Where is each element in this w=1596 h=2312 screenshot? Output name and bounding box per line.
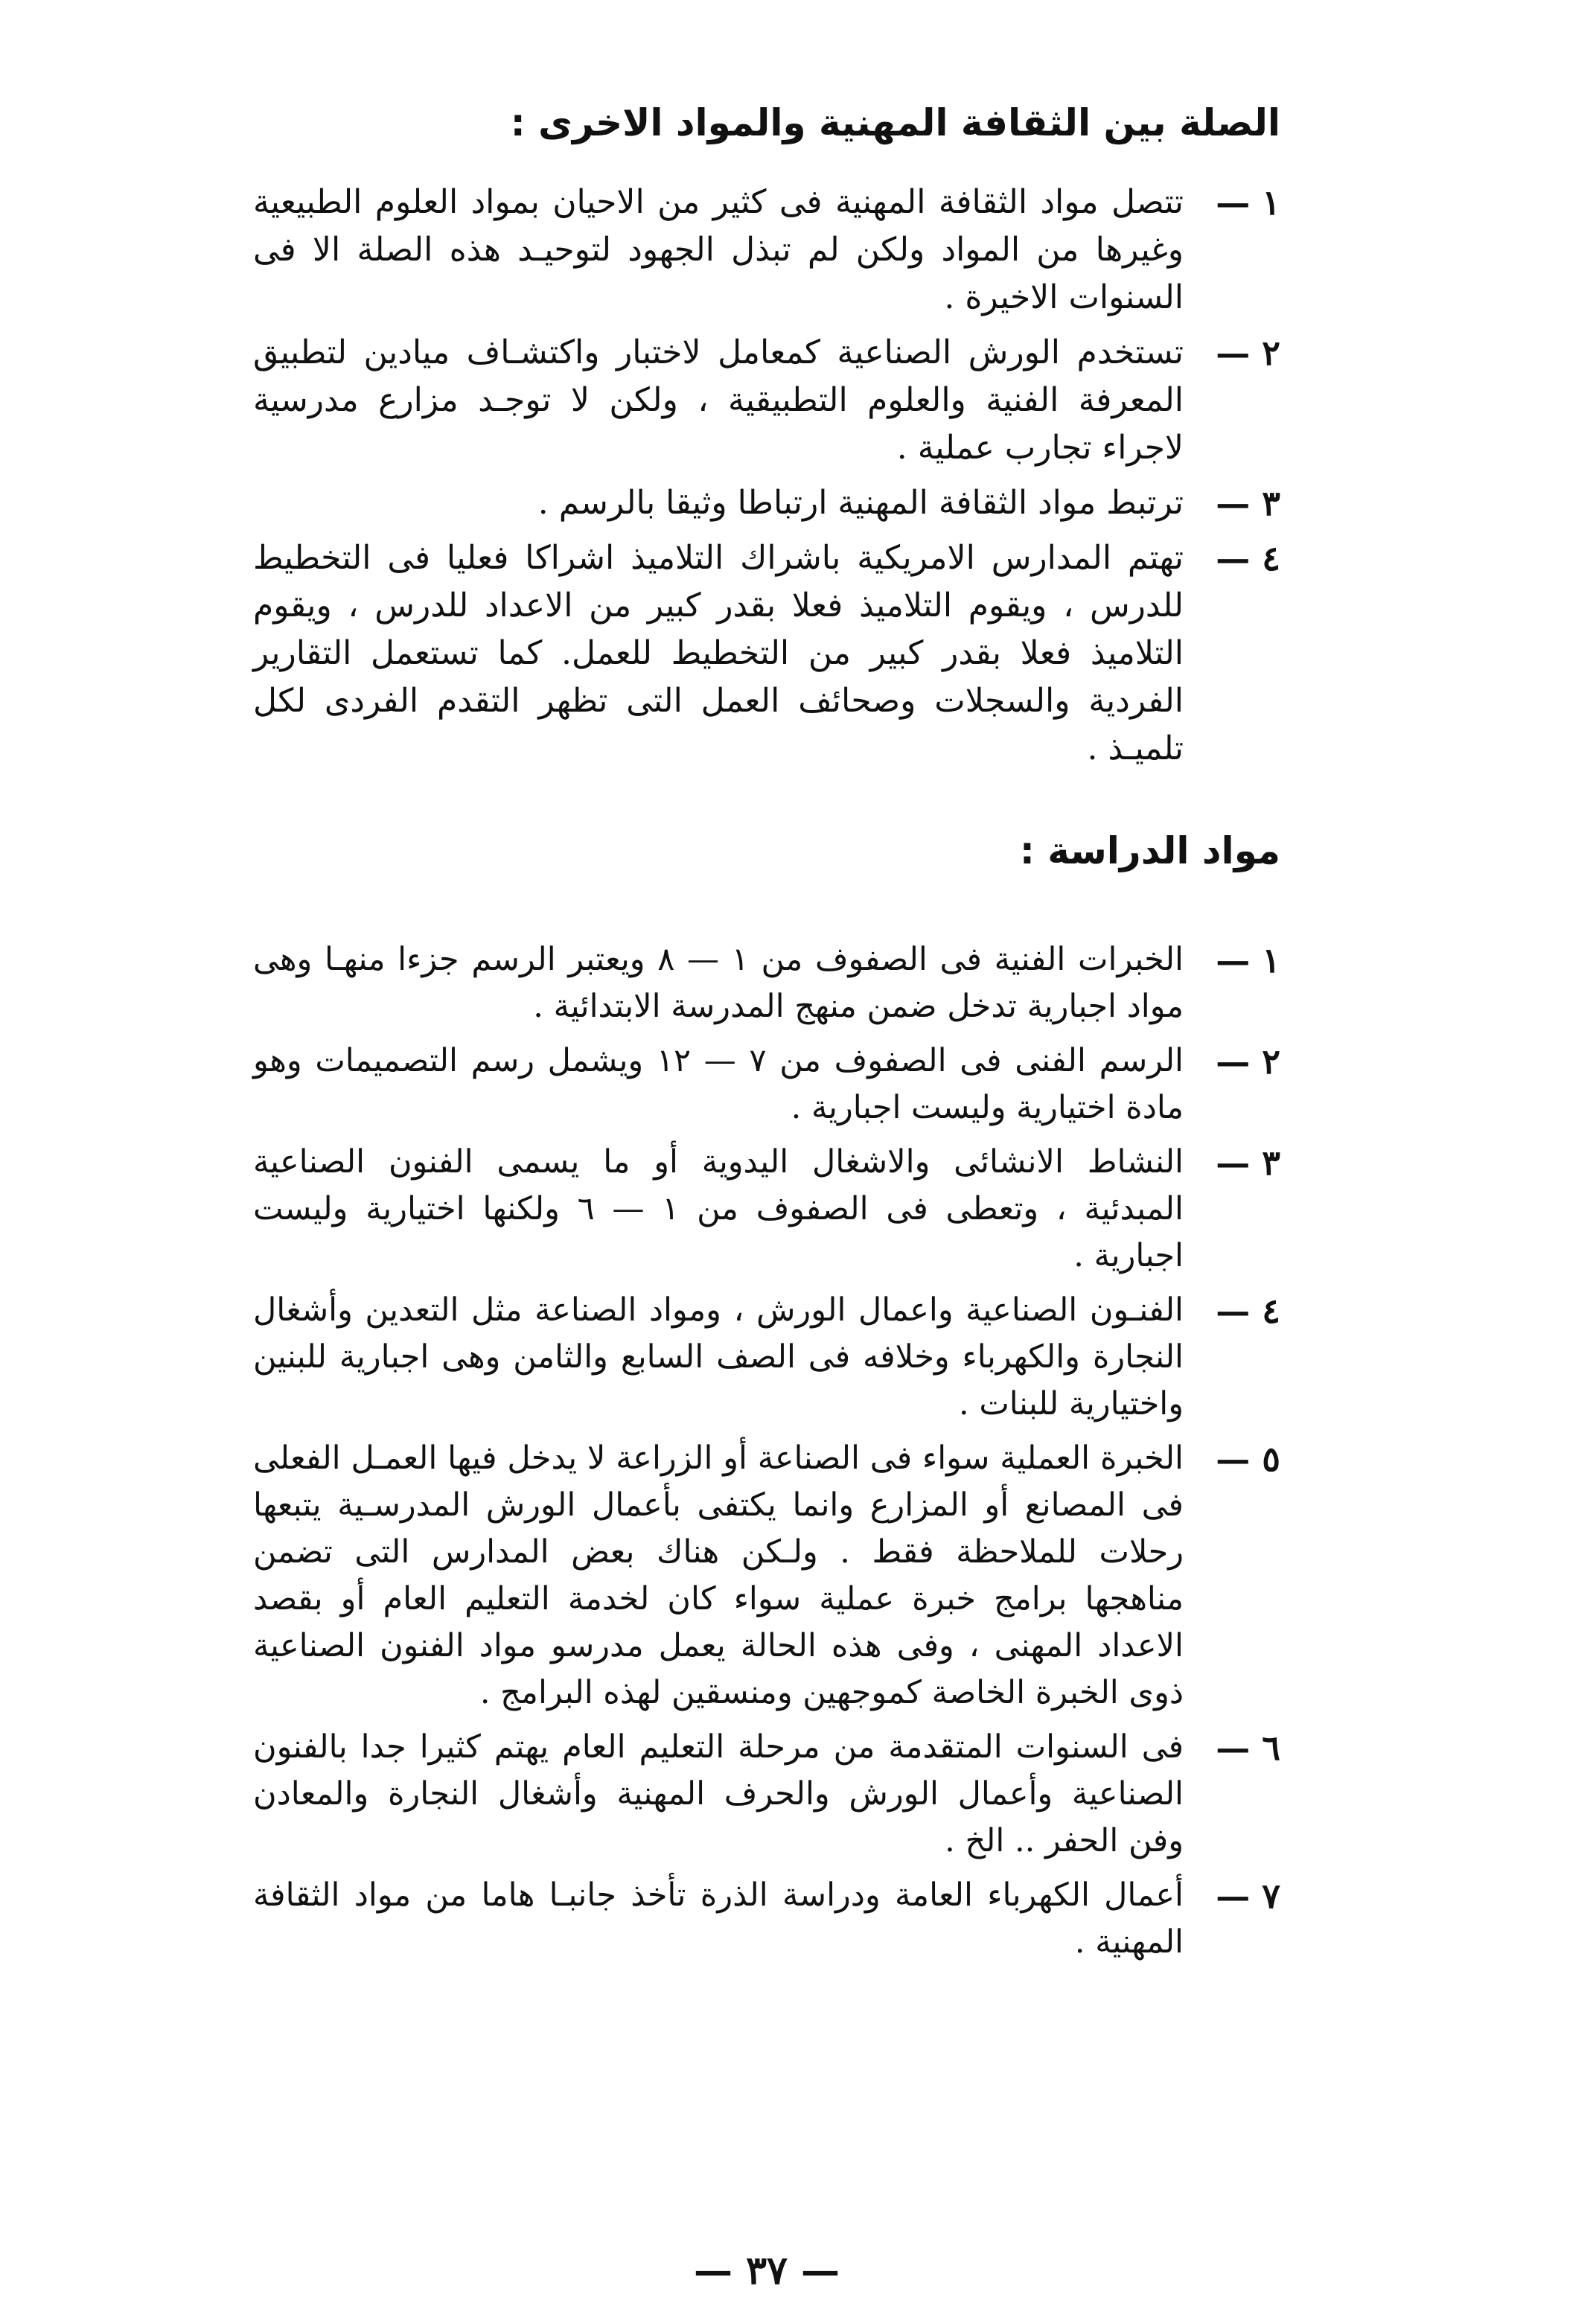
- section-heading-study-subjects: مواد الدراسة :: [1019, 829, 1280, 872]
- item-number: ٦ —: [1216, 1728, 1280, 1768]
- item-number: ٣ —: [1216, 483, 1280, 523]
- page-number: — ٣٧ —: [693, 2248, 840, 2293]
- item-number: ٣ —: [1216, 1143, 1280, 1183]
- document-page: [253, 97, 1280, 2293]
- list-item: [253, 1435, 1280, 1717]
- item-number: ١ —: [1216, 182, 1280, 223]
- list-item: [253, 179, 1280, 322]
- item-text: الفنـون الصناعية واعمال الورش ، ومواد الصناعة مثل التعدين وأشغال النجارة والكهرباء وخلافه فى الصف السابع والثامن وهى اجبارية للبنين واختيارية للبنات .: [253, 1291, 1184, 1422]
- list-item: [253, 1287, 1280, 1428]
- item-number: ٢ —: [1216, 333, 1280, 373]
- item-number: ١ —: [1216, 940, 1280, 980]
- list-item: [253, 1872, 1280, 1966]
- item-number: ٥ —: [1216, 1439, 1280, 1479]
- item-text: الرسم الفنى فى الصفوف من ٧ — ١٢ ويشمل رسم التصميمات وهو مادة اختيارية وليست اجبارية .: [253, 1042, 1184, 1126]
- item-number: ٢ —: [1216, 1041, 1280, 1082]
- item-text: تتصل مواد الثقافة المهنية فى كثير من الاحيان بمواد العلوم الطبيعية وغيرها من المواد ولكن لم تبذل الجهود لتوحيـد هذه الصلة الا فى السنوات الاخيرة .: [253, 183, 1184, 316]
- list-item: [253, 1724, 1280, 1865]
- list-item: [253, 936, 1280, 1030]
- item-text: ترتبط مواد الثقافة المهنية ارتباطا وثيقا بالرسم .: [537, 484, 1184, 522]
- item-text: الخبرات الفنية فى الصفوف من ١ — ٨ ويعتبر الرسم جزءا منهـا وهى مواد اجبارية تدخل ضمن منهج المدرسة الابتدائية .: [253, 941, 1184, 1025]
- item-text: الخبرة العملية سواء فى الصناعة أو الزراعة لا يدخل فيها العمـل الفعلى فى المصانع أو المزارع وانما يكتفى بأعمال الورش المدرسـية يتبعها رحلات للملاحظة فقط . ولـكن هناك بعض المدارس التى تضمن مناهجها برامج خبرة عملية سواء كان لخدمة التعليم العام أو بقصد الاعداد المهنى ، وفى هذه الحالة يعمل مدرسو مواد الفنون الصناعية ذوى الخبرة الخاصة كموجهين ومنسقين لهذه البرامج .: [253, 1440, 1184, 1711]
- item-number: ٤ —: [1216, 1291, 1280, 1331]
- list-item: [253, 329, 1280, 472]
- item-text: تستخدم الورش الصناعية كمعامل لاختبار واكتشـاف ميادين لتطبيق المعرفة الفنية والعلوم التطبيقية ، ولكن لا توجـد مزارع مدرسية لاجراء تجارب عملية .: [253, 333, 1184, 467]
- item-number: ٤ —: [1216, 538, 1280, 578]
- relation-list: [253, 179, 1280, 773]
- item-number: ٧ —: [1216, 1876, 1280, 1916]
- item-text: فى السنوات المتقدمة من مرحلة التعليم العام يهتم كثيرا جدا بالفنون الصناعية وأعمال الورش والحرف المهنية وأشغال النجارة والمعادن وفن الحفر .. الخ .: [253, 1728, 1184, 1859]
- list-item: [253, 479, 1280, 527]
- section-relation: [253, 97, 1280, 773]
- item-text: تهتم المدارس الامريكية باشراك التلاميذ اشراكا فعليا فى التخطيط للدرس ، ويقوم التلاميذ فعلا بقدر كبير من الاعداد للدرس ، ويقوم التلاميذ فعلا بقدر كبير من التخطيط للعمل. كما تستعمل التقارير الفردية والسجلات وصحائف العمل التى تظهر التقدم الفردى لكل تلميـذ .: [253, 539, 1184, 767]
- list-item: [253, 534, 1280, 773]
- section-heading-relation: الصلة بين الثقافة المهنية والمواد الاخرى :: [510, 101, 1280, 144]
- list-item: [253, 1038, 1280, 1131]
- list-item: [253, 1139, 1280, 1280]
- item-text: أعمال الكهرباء العامة ودراسة الذرة تأخذ جانبـا هاما من مواد الثقافة المهنية .: [253, 1877, 1184, 1961]
- item-text: النشاط الانشائى والاشغال اليدوية أو ما يسمى الفنون الصناعية المبدئية ، وتعطى فى الصفوف من ١ — ٦ ولكنها اختيارية وليست اجبارية .: [253, 1143, 1184, 1274]
- section-study-subjects: [253, 825, 1280, 1966]
- study-subjects-list: [253, 936, 1280, 1966]
